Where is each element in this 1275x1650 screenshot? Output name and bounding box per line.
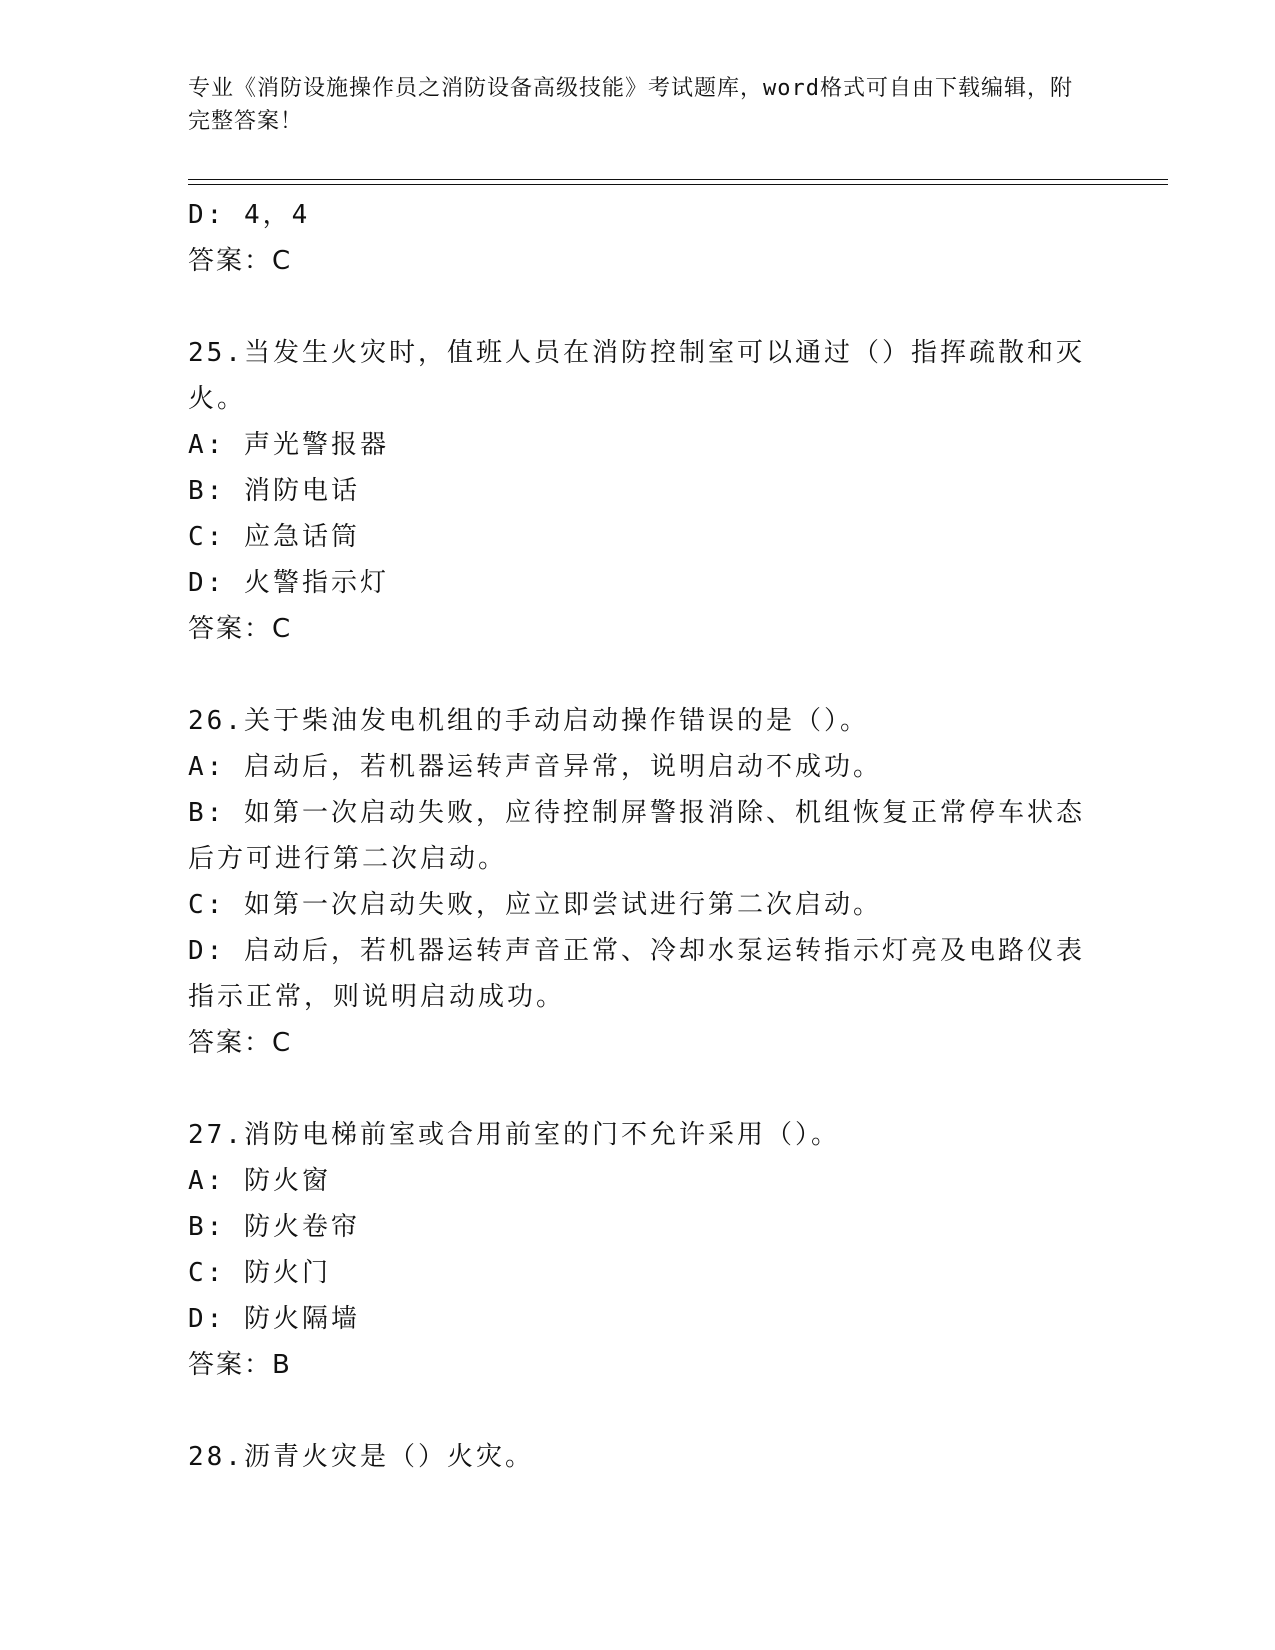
- option-b: B: 防火卷帘: [188, 1212, 360, 1242]
- question-stem: 25.当发生火灾时，值班人员在消防控制室可以通过（）指挥疏散和灭火。: [188, 338, 1085, 414]
- question-list: [188, 192, 1088, 1480]
- answer-line: 答案：C: [188, 614, 293, 644]
- question-25: [188, 330, 1088, 652]
- option-c: C: 如第一次启动失败，应立即尝试进行第二次启动。: [188, 890, 882, 920]
- option-c: C: 应急话筒: [188, 522, 360, 552]
- answer-line: 答案：C: [188, 246, 293, 276]
- header-divider-bottom: [188, 184, 1168, 185]
- previous-question-tail: [188, 192, 1088, 284]
- document-header: 专业《消防设施操作员之消防设备高级技能》考试题库，word格式可自由下载编辑，附完整答案！: [188, 76, 1073, 134]
- option-b: B: 如第一次启动失败，应待控制屏警报消除、机组恢复正常停车状态后方可进行第二次启动。: [188, 798, 1085, 874]
- spacer: [188, 1388, 1088, 1434]
- option-d: D: 火警指示灯: [188, 568, 389, 598]
- spacer: [188, 652, 1088, 698]
- option-a: A: 防火窗: [188, 1166, 331, 1196]
- option-b: B: 消防电话: [188, 476, 360, 506]
- option-d: D: 防火隔墙: [188, 1304, 360, 1334]
- answer-line: 答案：C: [188, 1028, 293, 1058]
- question-stem: 27.消防电梯前室或合用前室的门不允许采用（）。: [188, 1120, 840, 1150]
- option-d: D: 4，4: [188, 200, 311, 230]
- option-a: A: 启动后，若机器运转声音异常，说明启动不成功。: [188, 752, 882, 782]
- question-28: [188, 1434, 1088, 1480]
- option-d: D: 启动后，若机器运转声音正常、冷却水泵运转指示灯亮及电路仪表指示正常，则说明启动成功。: [188, 936, 1085, 1012]
- spacer: [188, 1066, 1088, 1112]
- spacer: [188, 284, 1088, 330]
- header-divider-top: [188, 179, 1168, 180]
- question-26: [188, 698, 1088, 1066]
- option-a: A: 声光警报器: [188, 430, 389, 460]
- answer-line: 答案：B: [188, 1350, 292, 1380]
- option-c: C: 防火门: [188, 1258, 331, 1288]
- question-stem: 28.沥青火灾是（）火灾。: [188, 1442, 534, 1472]
- question-27: [188, 1112, 1088, 1388]
- question-stem: 26.关于柴油发电机组的手动启动操作错误的是（）。: [188, 706, 869, 736]
